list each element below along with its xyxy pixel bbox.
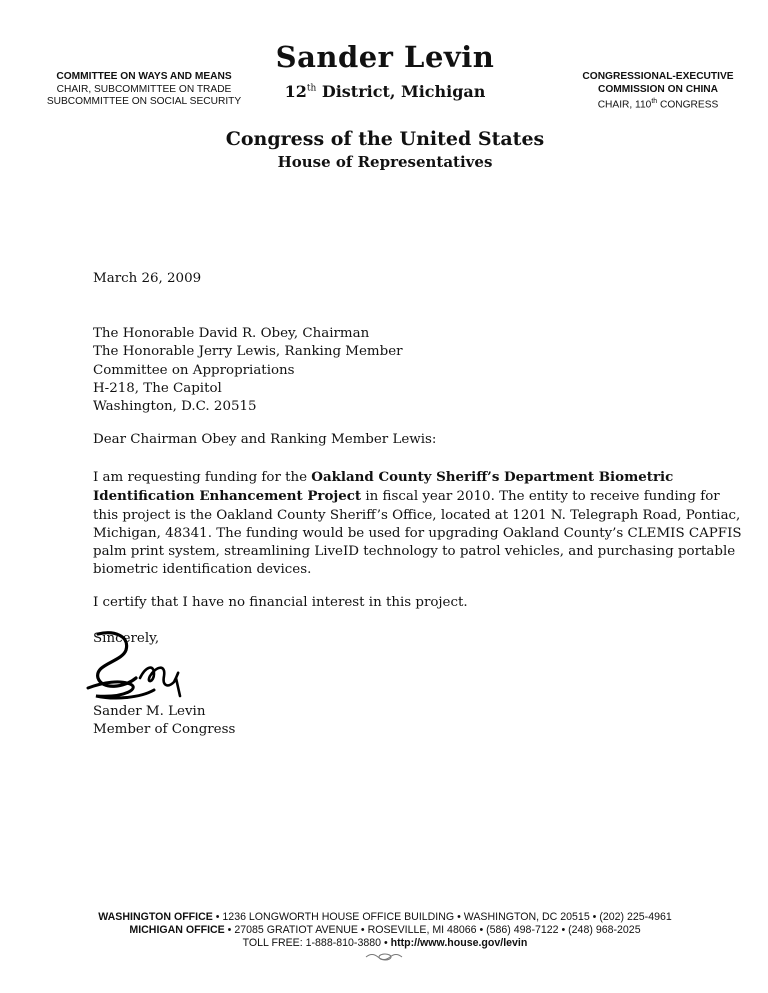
project-name-bold: Oakland County Sheriff’s Department Biometric xyxy=(311,469,674,485)
para-line xyxy=(93,487,720,506)
house-heading: House of Representatives xyxy=(277,153,493,171)
toll-free-line xyxy=(40,937,730,950)
salutation: Dear Chairman Obey and Ranking Member Lewis: xyxy=(93,432,437,447)
signature-image xyxy=(84,628,194,708)
commission-line2: COMMISSION ON CHINA xyxy=(598,83,718,95)
committee-block-right xyxy=(572,71,744,112)
subcommittee-social-security: SUBCOMMITTEE ON SOCIAL SECURITY xyxy=(46,96,242,107)
commission-chair-sup: th xyxy=(651,98,658,105)
letter-date: March 26, 2009 xyxy=(93,271,202,286)
para-line: this project is the Oakland County Sheriff’s Office, located at 1201 N. Telegraph Road, Pontiac, xyxy=(93,507,741,523)
office-footer xyxy=(40,911,730,950)
request-paragraph xyxy=(93,468,742,580)
subcommittee-trade: CHAIR, SUBCOMMITTEE ON TRADE xyxy=(56,83,232,95)
para-line: palm print system, streamlining LiveID technology to patrol vehicles, and purchasing portable xyxy=(93,544,736,560)
para-line xyxy=(93,468,678,487)
district-line xyxy=(240,82,530,101)
para-text: I am requesting funding for the xyxy=(93,470,312,485)
michigan-office-label: MICHIGAN OFFICE xyxy=(129,924,225,936)
congress-heading: Congress of the United States xyxy=(225,128,545,150)
signer-name: Sander M. Levin xyxy=(93,704,206,719)
address-line: Washington, D.C. 20515 xyxy=(93,399,257,415)
certification-paragraph: I certify that I have no financial interest in this project. xyxy=(93,595,468,610)
commission-chair-post: CONGRESS xyxy=(657,99,719,111)
washington-office-label: WASHINGTON OFFICE xyxy=(98,911,213,923)
signer-block xyxy=(93,703,693,740)
district-suffix: th xyxy=(306,83,317,94)
washington-office-line xyxy=(40,911,730,924)
committee-block-left xyxy=(40,71,248,109)
member-name-heading: Sander Levin xyxy=(275,40,495,74)
website-link[interactable]: http://www.house.gov/levin xyxy=(390,937,528,949)
para-line: biometric identification devices. xyxy=(93,562,312,578)
committee-ways-means: COMMITTEE ON WAYS AND MEANS xyxy=(56,71,232,82)
commission-line1: CONGRESSIONAL-EXECUTIVE xyxy=(582,71,734,82)
michigan-office-text: • 27085 GRATIOT AVENUE • ROSEVILLE, MI 48066 • (586) 498-7122 • (248) 968-2025 xyxy=(224,924,641,936)
address-line: The Honorable David R. Obey, Chairman xyxy=(93,326,370,341)
washington-office-text: • 1236 LONGWORTH HOUSE OFFICE BUILDING • WASHINGTON, DC 20515 • (202) 225-4961 xyxy=(212,911,672,923)
signer-title: Member of Congress xyxy=(93,722,236,738)
district-text: District, Michigan xyxy=(321,82,486,101)
para-line: Michigan, 48341. The funding would be used for upgrading Oakland County’s CLEMIS CAPFIS xyxy=(93,525,742,541)
address-line: The Honorable Jerry Lewis, Ranking Member xyxy=(93,344,403,360)
toll-free-text: TOLL FREE: 1-888-810-3880 • xyxy=(242,937,391,949)
inside-address xyxy=(93,325,693,416)
para-text: in fiscal year 2010. The entity to receive funding for xyxy=(361,489,720,505)
project-name-bold: Identification Enhancement Project xyxy=(93,488,362,505)
printer-mark-icon xyxy=(364,951,406,963)
commission-chair-pre: CHAIR, 110 xyxy=(597,99,652,111)
michigan-office-line xyxy=(40,924,730,937)
address-line: H-218, The Capitol xyxy=(93,380,222,396)
closing: Sincerely, xyxy=(93,631,160,646)
district-number: 12 xyxy=(284,82,307,101)
commission-chair-line xyxy=(572,96,744,112)
address-line: Committee on Appropriations xyxy=(93,362,295,378)
